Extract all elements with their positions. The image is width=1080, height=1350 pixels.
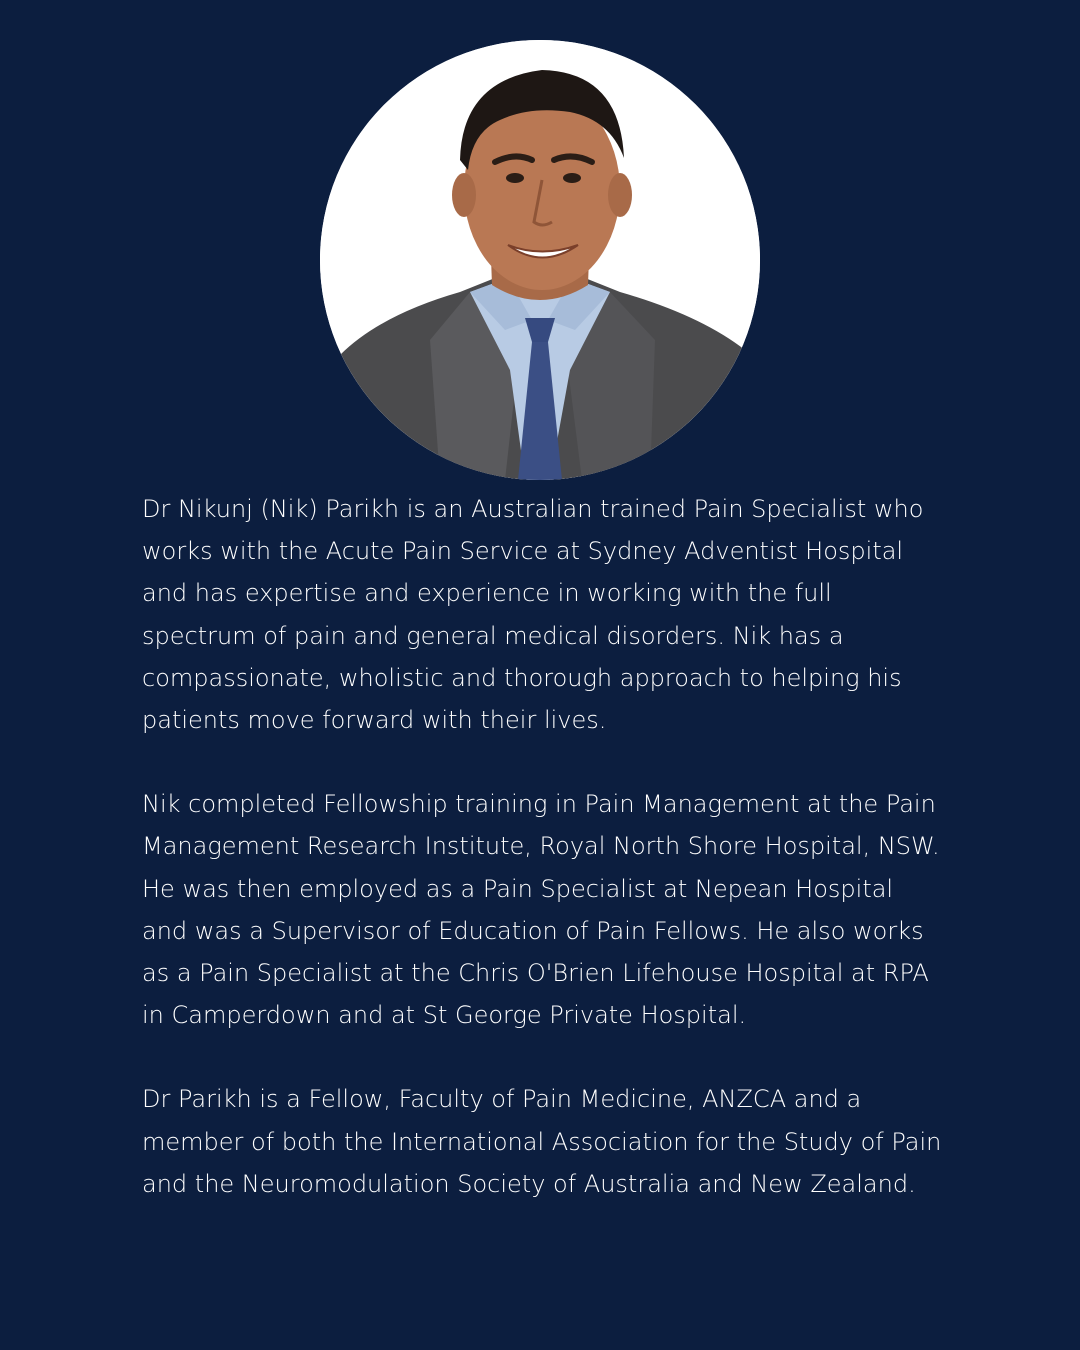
bio-paragraph-3: Dr Parikh is a Fellow, Faculty of Pain Medicine, ANZCA and a member of both the International Association for the Study of Pain and the Neuromodulation Society of Australia and New Zealand. [142,1085,942,1198]
bio-paragraph-2: Nik completed Fellowship training in Pain Management at the Pain Management Research Institute, Royal North Shore Hospital, NSW. He was then employed as a Pain Specialist at Nepean Hospital and was a Supervisor of Education of Pain Fellows. He also works as a Pain Specialist at the Chris O'Brien Lifehouse Hospital at RPA in Camperdown and at St George Private Hospital. [142,790,940,1030]
biography [142,488,942,1205]
portrait-illustration [320,40,760,480]
bio-paragraph-1: Dr Nikunj (Nik) Parikh is an Australian trained Pain Specialist who works with the Acute Pain Service at Sydney Adventist Hospital and has expertise and experience in working with the full spectrum of pain and general medical disorders. Nik has a compassionate, wholistic and thorough approach to helping his patients move forward with their lives. [142,495,924,735]
profile-photo [320,40,760,480]
